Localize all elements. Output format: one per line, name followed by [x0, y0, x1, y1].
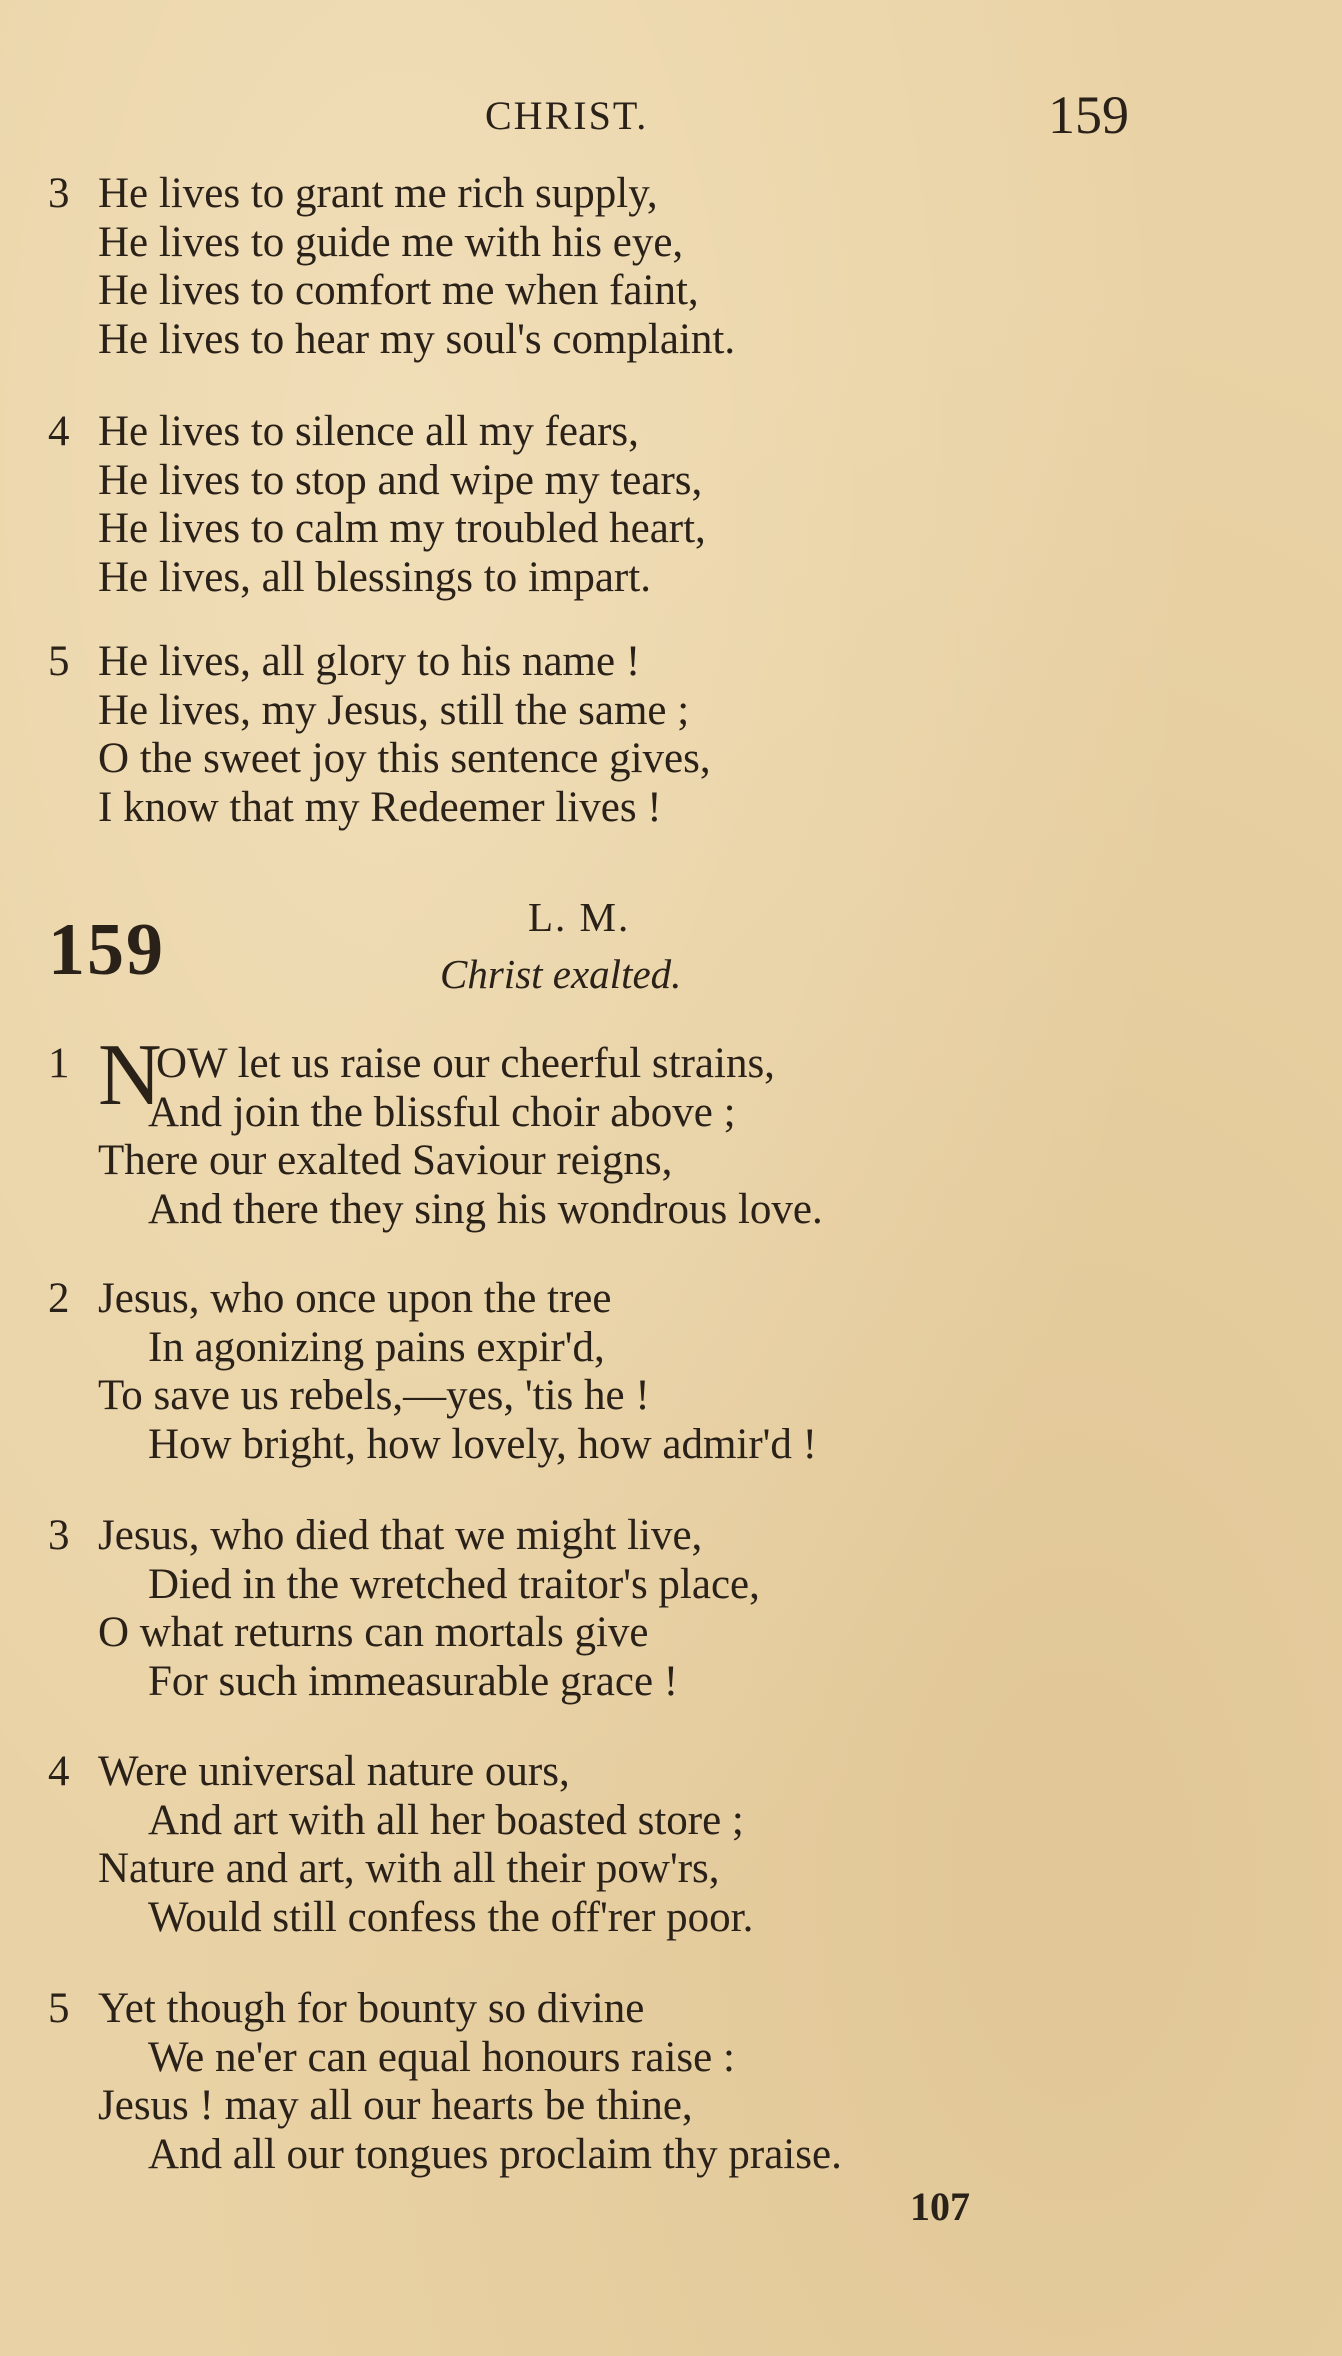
- verse-line: He lives to calm my troubled heart,: [98, 505, 706, 552]
- verse-line: Jesus, who died that we might live,: [98, 1512, 703, 1559]
- hymn-number: 159: [48, 909, 165, 991]
- verse-line: To save us rebels,—yes, 'tis he !: [98, 1372, 650, 1419]
- verse-number: 3: [48, 170, 70, 217]
- verse-number: 3: [48, 1512, 70, 1559]
- verse-line: Jesus, who once upon the tree: [98, 1275, 612, 1322]
- verse-number: 5: [48, 1985, 70, 2032]
- verse-line: And join the blissful choir above ;: [148, 1088, 736, 1136]
- verse-number: 4: [48, 408, 70, 455]
- verse-line: Would still confess the off'rer poor.: [148, 1893, 754, 1941]
- verse-number: 5: [48, 638, 70, 685]
- verse-line: Died in the wretched traitor's place,: [148, 1560, 760, 1608]
- verse-line: Were universal nature ours,: [98, 1748, 570, 1795]
- hymn-verse-5: [48, 1985, 842, 2179]
- hymn-verse-3: [48, 1512, 760, 1706]
- verse-line: We ne'er can equal honours raise :: [148, 2033, 735, 2081]
- verse-line: He lives, all glory to his name !: [98, 638, 641, 685]
- verse-line: He lives to grant me rich supply,: [98, 170, 658, 217]
- verse-number: 1: [48, 1040, 70, 1087]
- verse-line: O what returns can mortals give: [98, 1609, 649, 1656]
- verse-line: And art with all her boasted store ;: [148, 1796, 744, 1844]
- verse-line: How bright, how lovely, how admir'd !: [148, 1420, 817, 1468]
- hymn-meter: L. M.: [528, 894, 631, 940]
- verse-line: And all our tongues proclaim thy praise.: [148, 2130, 842, 2178]
- verse-line: He lives to comfort me when faint,: [98, 267, 699, 314]
- verse-line: He lives, my Jesus, still the same ;: [98, 686, 690, 734]
- verse-line: In agonizing pains expir'd,: [148, 1323, 605, 1371]
- hymn-verse-2: [48, 1275, 817, 1469]
- verse-line: Yet though for bounty so divine: [98, 1985, 645, 2032]
- drop-cap: N: [98, 1027, 162, 1124]
- verse-line: He lives, all blessings to impart.: [98, 553, 651, 601]
- verse-line: O the sweet joy this sentence gives,: [98, 735, 711, 782]
- page-number: 159: [1048, 85, 1129, 145]
- signature-number: 107: [910, 2184, 970, 2229]
- prev-hymn-verse-5: [48, 638, 711, 832]
- verse-line: And there they sing his wondrous love.: [148, 1185, 823, 1233]
- verse-line: I know that my Redeemer lives !: [98, 783, 662, 831]
- running-title: CHRIST.: [485, 93, 649, 138]
- verse-line: He lives to stop and wipe my tears,: [98, 456, 703, 504]
- verse-number: 4: [48, 1748, 70, 1795]
- verse-line: There our exalted Saviour reigns,: [98, 1137, 673, 1184]
- hymn-verse-4: [48, 1748, 753, 1942]
- verse-line: He lives to hear my soul's complaint.: [98, 315, 736, 363]
- verse-line: OW let us raise our cheerful strains,: [156, 1040, 775, 1087]
- verse-number: 2: [48, 1275, 70, 1322]
- prev-hymn-verse-3: [48, 170, 735, 364]
- verse-line: He lives to silence all my fears,: [98, 408, 639, 455]
- hymn-verse-1: [48, 1027, 823, 1234]
- verse-line: Nature and art, with all their pow'rs,: [98, 1845, 720, 1892]
- verse-line: Jesus ! may all our hearts be thine,: [98, 2082, 693, 2129]
- verse-line: He lives to guide me with his eye,: [98, 218, 684, 266]
- prev-hymn-verse-4: [48, 408, 706, 602]
- verse-line: For such immeasurable grace !: [148, 1657, 679, 1705]
- hymn-title: Christ exalted.: [440, 951, 682, 997]
